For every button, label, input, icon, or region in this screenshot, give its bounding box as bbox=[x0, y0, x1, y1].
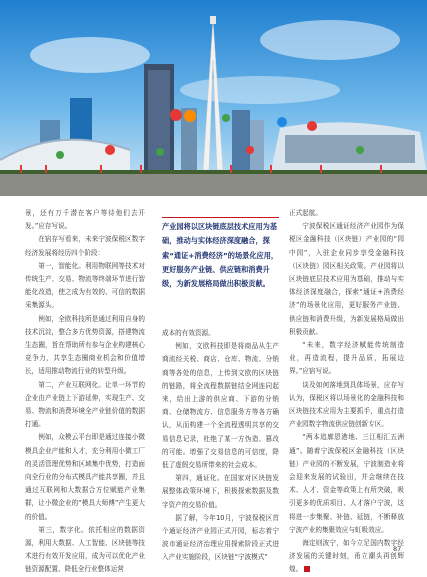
paragraph: 第二，产业互联网化。让单一环节的企业由产业链上下游延伸，实现生产、交易、物流和消费环境全产业链价值的数据打通。 bbox=[25, 380, 145, 429]
column-left bbox=[25, 207, 145, 577]
column-middle bbox=[162, 327, 279, 565]
end-mark: 新 bbox=[304, 566, 310, 572]
paragraph: 第三，数字化。依托相应的数据资源，利用大数据、人工智能、区块链等技术进行有效开发应用，成为可以优化产业链资源配置、降低全行业整体运营 bbox=[25, 525, 145, 574]
paragraph: 据了解，今年10月，宁波保税区首个通证经济产业园正式开园，标志着宁波市通证经济治理应用探索阶段正式进入产业实施阶段，区块链“宁波模式” bbox=[162, 513, 279, 562]
paragraph: 海定则波宁，如今立足国内数字经济发展的关键时刻，甬立潮头再创辉煌。 新 bbox=[289, 539, 404, 574]
paragraph: 第四，通证化。在国家对区块链发展整体政策环境下，积极探索数据及数字资产的交易价值。 bbox=[162, 474, 279, 509]
paragraph: 谈及如何落地到具体场景，应存写认为，保税区将以场景化的金融科技和区块链技术应用为主要抓手，重点打造产业园数字物流供应链创新专区。 bbox=[289, 380, 404, 429]
paragraph: “两本追廓恩港地、三江相汇五洲通”。随着宁波保税区金融科技（区块链）产业园的不断发展，宁波制造业将会迎来发展的试验田，并会继续在技术、人才、资金等政策上有所突破，吸引更多的优质项目、人才落户宁波，这将进一步集聚、补链、延链，不断释放宁波产业的集聚效应与虹吸效应。 bbox=[289, 433, 404, 534]
paragraph: 成本的有效资源。 bbox=[162, 329, 215, 337]
paragraph: 在宿存写看来，未来宁波保税区数字经济发展将经历四个阶段： bbox=[25, 235, 145, 257]
paragraph: 例如，众模云平台即是通过连接小微模具企业产能和人才，充分利用小微工厂的灵活管理优势和区域集中优势，打造面向全行业的分布式模具产能共享圈，并且通过互联网和大数据合方位赋能产业集群，让小微企业的“模具大师傅”产生更大的价值。 bbox=[25, 433, 145, 521]
paragraph: 正式起航。 bbox=[289, 209, 322, 217]
column-right bbox=[289, 207, 404, 577]
paragraph: 第一，智能化。利用物联网等技术对传统生产、交易、物流等终端环节进行智能化改造，使之成为有效的、可信的数据采集源头。 bbox=[25, 261, 145, 310]
paragraph: “未来，数字经济赋能传统制造业，再造流程，提升品质，拓展边界。”应宿写说。 bbox=[289, 341, 404, 376]
paragraph: 宁波保税区通证经济产业园作为保税区金融科技（区块链）产业园的“园中园”，入驻企业同步享受金融科技（区块链）园区相关政策。产业园将以区块链底层技术应用为基础，推动与实体经济深度融合，探索“通证+消费经济”的场景化应用，更好服务产业链、供应链和消费升级，为新发展格局做出积极贡献。 bbox=[289, 222, 404, 336]
paragraph: 例如，全欧科技所是通过利用自身的技术沉淀，整合多方优势资源，搭建物流生态圈，旨在帮助所有参与企业构建核心竞争力，共享生态圈商业机会和价值增长，适用推动物流行业的转型升级。 bbox=[25, 314, 145, 376]
paragraph: 例如，文欧科技即是将商品从生产商流经关税、商店、仓库、物流、分销商等各处的信息，上传到文欧的区块链的链路，将全流程数据链结全网连同起来，给出上游的供应商、下游的分销商、仓储物流方、信息服务方等各方确认，从而构建一个全流程透明共享的交易信息记录，杜绝了某一方伪造、篡改的可能。增强了交易信息的可信度，降低了虚假交易所带来的社会成本。 bbox=[162, 342, 279, 470]
page-number: 87 bbox=[393, 545, 402, 553]
header-photo bbox=[0, 0, 427, 196]
paragraph: 景，还有万千潜在客户等待他们去开发。”应存写说。 bbox=[25, 209, 145, 231]
pull-quote: 产业园将以区块链底层技术应用为基础，推动与实体经济深度融合，探索“通证+消费经济”的场景化应用，更好服务产业链、供应链和消费升级，为新发展格局做出积极贡献。 bbox=[162, 217, 279, 291]
